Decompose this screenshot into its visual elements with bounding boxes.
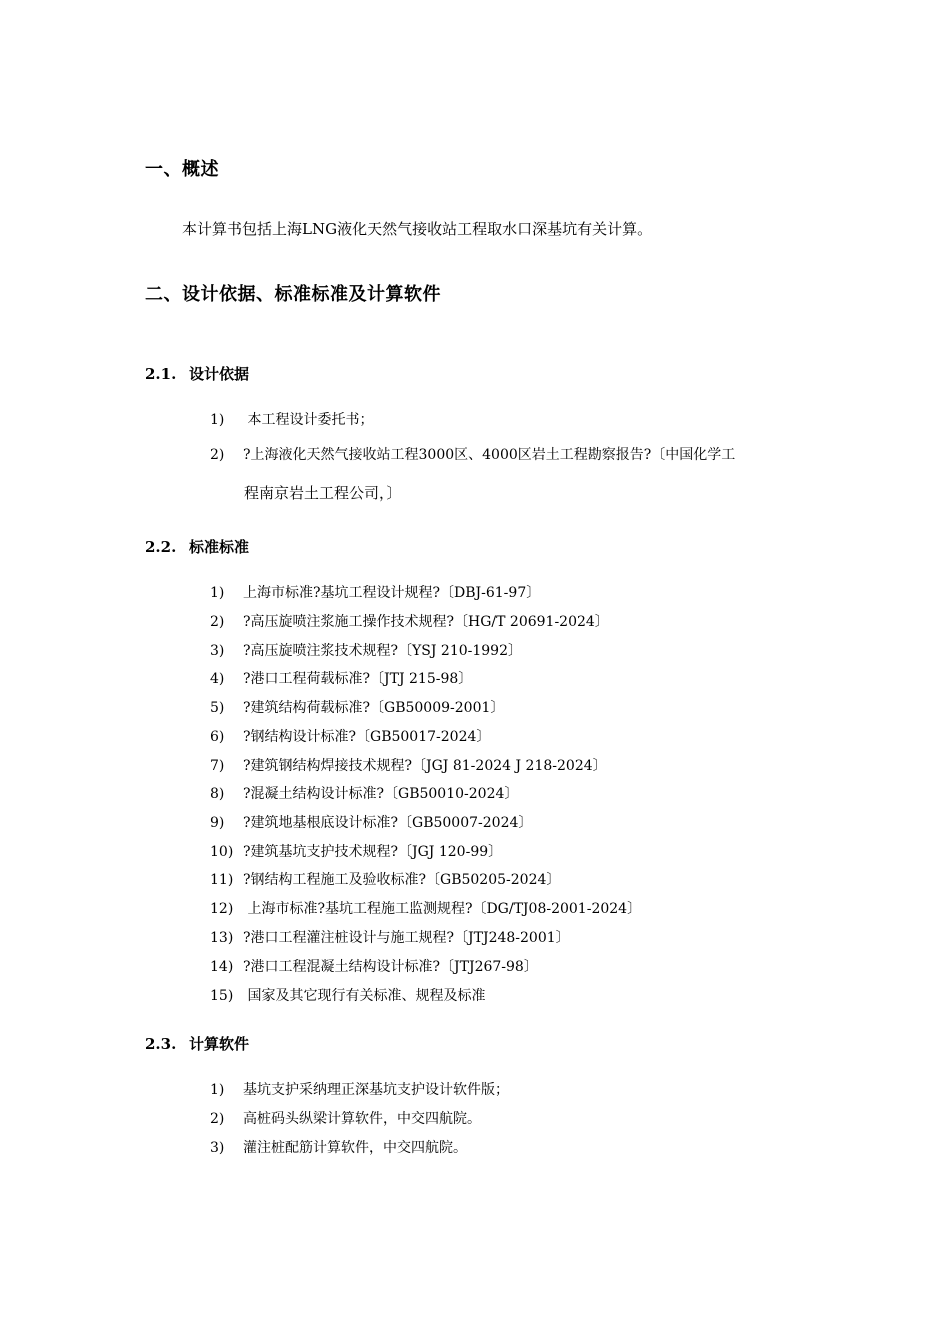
subsection-title: 标准标准 — [189, 538, 250, 556]
list-item: 9) ?建筑地基根底设计标准?〔GB50007-2024〕 — [210, 815, 533, 831]
subsection-number: 2.1. — [145, 365, 177, 383]
list-item-continuation: 程南京岩土工程公司，〕 — [244, 484, 402, 502]
subsection-number: 2.2. — [145, 538, 177, 556]
list-item: 7) ?建筑钢结构焊接技术规程?〔JGJ 81-2024 J 218-2024〕 — [210, 758, 607, 774]
list-item: 1) 本工程设计委托书； — [210, 412, 374, 428]
list-item: 14) ?港口工程混凝土结构设计标准?〔JTJ267-98〕 — [210, 959, 538, 975]
list-item: 6) ?钢结构设计标准?〔GB50017-2024〕 — [210, 729, 491, 745]
list-item: 2) ?上海液化天然气接收站工程3000区、4000区岩土工程勘察报告?〔中国化学工 — [210, 447, 736, 463]
list-item: 5) ?建筑结构荷载标准?〔GB50009-2001〕 — [210, 700, 505, 716]
list-item: 2) ?高压旋喷注浆施工操作技术规程?〔HG/T 20691-2024〕 — [210, 614, 609, 630]
list-item: 1) 上海市标准?基坑工程设计规程?〔DBJ-61-97〕 — [210, 585, 541, 601]
list-item: 3) ?高压旋喷注浆技术规程?〔YSJ 210-1992〕 — [210, 643, 522, 659]
list-item: 12) 上海市标准?基坑工程施工监测规程?〔DG/TJ08-2001-2024〕 — [210, 901, 642, 917]
subsection-number: 2.3. — [145, 1035, 177, 1053]
subsection-title: 设计依据 — [189, 365, 250, 383]
list-item: 15) 国家及其它现行有关标准、规程及标准 — [210, 988, 486, 1004]
list-item: 4) ?港口工程荷载标准?〔JTJ 215-98〕 — [210, 671, 473, 687]
list-item: 1) 基坑支护采纳理正深基坑支护设计软件版； — [210, 1082, 509, 1098]
list-item: 13) ?港口工程灌注桩设计与施工规程?〔JTJ248-2001〕 — [210, 930, 570, 946]
section-heading-basis: 二、设计依据、标准标准及计算软件 — [145, 284, 441, 305]
subsection-heading-software — [145, 1033, 249, 1054]
overview-paragraph: 本计算书包括上海LNG液化天然气接收站工程取水口深基坑有关计算。 — [182, 220, 653, 238]
subsection-title: 计算软件 — [189, 1035, 250, 1053]
list-item: 11) ?钢结构工程施工及验收标准?〔GB50205-2024〕 — [210, 872, 561, 888]
subsection-heading-design-basis — [145, 363, 249, 384]
list-item: 2) 高桩码头纵梁计算软件，中交四航院。 — [210, 1111, 481, 1127]
subsection-heading-standards — [145, 536, 249, 557]
list-item: 3) 灌注桩配筋计算软件，中交四航院。 — [210, 1140, 467, 1156]
list-item: 8) ?混凝土结构设计标准?〔GB50010-2024〕 — [210, 786, 519, 802]
list-item: 10) ?建筑基坑支护技术规程?〔JGJ 120-99〕 — [210, 844, 503, 860]
section-heading-overview: 一、概述 — [145, 159, 219, 180]
